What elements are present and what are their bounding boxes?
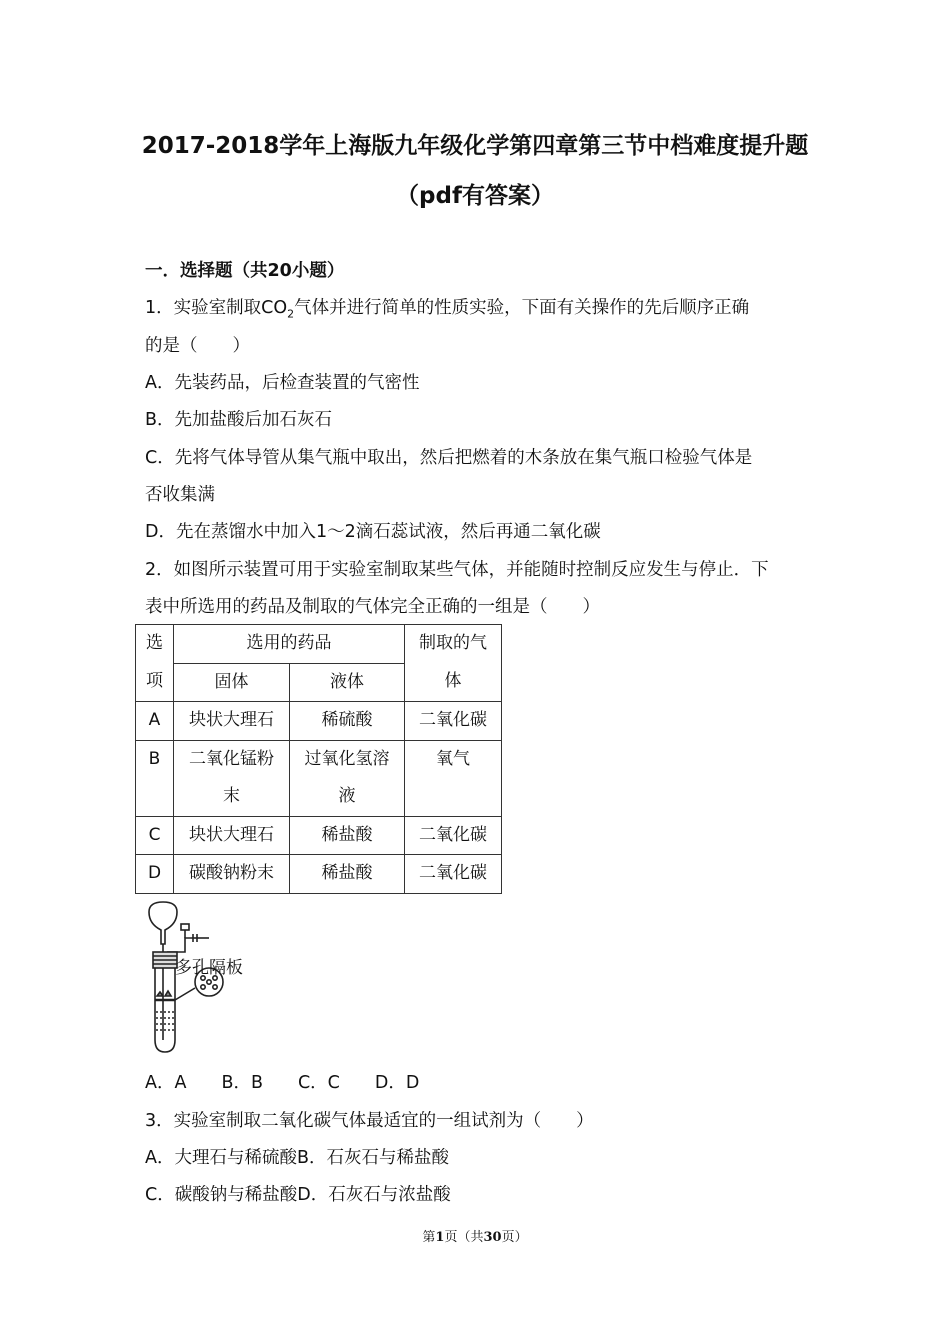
row-liquid-line2: 液 (338, 786, 356, 806)
row-gas: 二氧化碳 (405, 855, 502, 894)
q1-option-b: B．先加盐酸后加石灰石 (145, 410, 333, 430)
row-option: D (136, 855, 174, 894)
footer-pre: 第 (422, 1230, 436, 1245)
table-header-option (136, 625, 174, 702)
row-gas: 二氧化碳 (405, 702, 502, 741)
q2-options: A．A B．B C．C D．D (145, 1073, 420, 1093)
table-row (136, 816, 502, 855)
q2-stem-line2: 表中所选用的药品及制取的气体完全正确的一组是（ ） (145, 597, 600, 617)
section-heading: 一．选择题（共20小题） (145, 261, 345, 281)
q1-stem-line2: 的是（ ） (145, 336, 250, 356)
q1-stem-part2: 气体并进行简单的性质实验，下面有关操作的先后顺序正确 (294, 298, 750, 318)
document-subtitle: （pdf有答案） (396, 183, 554, 209)
document-title: 2017-2018学年上海版九年级化学第四章第三节中档难度提升题 (141, 133, 809, 159)
row-solid-line2: 末 (223, 786, 240, 806)
q1-stem-subscript: 2 (287, 307, 295, 321)
row-liquid-line1: 过氧化氢溶 (304, 748, 390, 769)
header-option-line2: 项 (146, 670, 163, 691)
q2-reagent-table (135, 624, 502, 894)
footer-total-pages: 30 (483, 1230, 502, 1245)
test-tube (155, 968, 175, 1052)
footer-mid: 页（共 (444, 1230, 484, 1245)
row-solid: 块状大理石 (174, 702, 290, 741)
row-liquid (290, 740, 405, 816)
row-liquid: 稀硫酸 (290, 702, 405, 741)
q1-option-c-line2: 否收集满 (145, 485, 215, 505)
q1-option-d: D．先在蒸馏水中加入1～2滴石蕊试液，然后再通二氧化碳 (145, 522, 601, 542)
q1-stem (145, 296, 749, 327)
row-option: B (136, 740, 174, 816)
row-option: A (136, 702, 174, 741)
table-row (136, 702, 502, 741)
q1-stem-part1: 1．实验室制取CO (145, 298, 288, 318)
row-liquid: 稀盐酸 (290, 816, 405, 855)
q3-options-cd: C．碳酸钠与稀盐酸D．石灰石与浓盐酸 (145, 1185, 451, 1205)
table-row (136, 855, 502, 894)
gas-generator-apparatus-figure (143, 900, 273, 1056)
header-gas-line2: 体 (444, 670, 462, 691)
row-gas: 二氧化碳 (405, 816, 502, 855)
footer-post: 页） (501, 1230, 528, 1245)
q1-option-a: A．先装药品，后检查装置的气密性 (145, 373, 420, 393)
table-row (136, 740, 502, 816)
table-header-drugs: 选用的药品 (174, 625, 405, 664)
page-footer (0, 1226, 950, 1245)
table-header-gas (405, 625, 502, 702)
row-gas: 氧气 (405, 740, 502, 816)
footer-page-number: 1 (435, 1230, 445, 1245)
q3-options-ab: A．大理石与稀硫酸B．石灰石与稀盐酸 (145, 1148, 449, 1168)
row-solid: 碳酸钠粉末 (174, 855, 290, 894)
funnel-bulb (149, 902, 177, 944)
row-option: C (136, 816, 174, 855)
row-liquid: 稀盐酸 (290, 855, 405, 894)
q3-stem: 3．实验室制取二氧化碳气体最适宜的一组试剂为（ ） (145, 1111, 594, 1131)
table-header-liquid: 液体 (290, 663, 405, 702)
row-solid (174, 740, 290, 816)
header-gas-line1: 制取的气 (419, 633, 487, 653)
table-header-solid: 固体 (174, 663, 290, 702)
header-option-line1: 选 (146, 633, 163, 653)
row-solid: 块状大理石 (174, 816, 290, 855)
q2-stem: 2．如图所示装置可用于实验室制取某些气体，并能随时控制反应发生与停止．下 (145, 560, 769, 580)
row-solid-line1: 二氧化锰粉 (189, 748, 274, 769)
q1-option-c: C．先将气体导管从集气瓶中取出，然后把燃着的木条放在集气瓶口检验气体是 (145, 448, 753, 468)
figure-label-porous-plate: 多孔隔板 (175, 958, 243, 977)
